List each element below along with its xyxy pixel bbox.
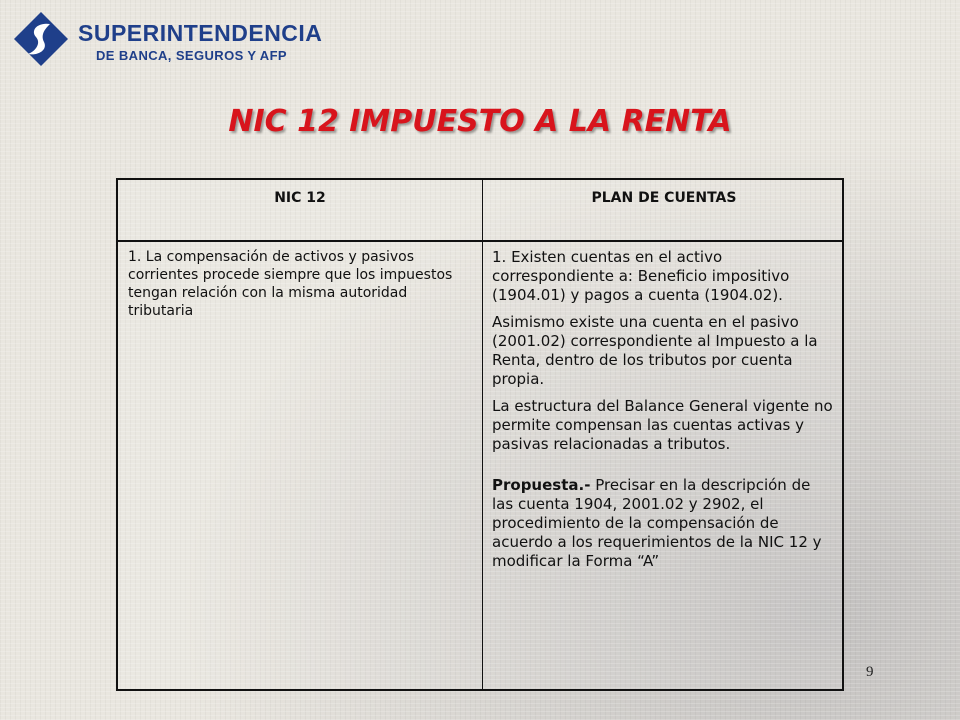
header-nic-12: NIC 12 (274, 190, 326, 206)
sbs-logo (12, 10, 323, 72)
proposal-paragraph (492, 476, 836, 571)
nic-12-text: 1. La compensación de activos y pasivos corrientes procede siempre que los impuestos tengan relación con la misma autoridad tributaria (128, 249, 453, 319)
header-plan-de-cuentas: PLAN DE CUENTAS (591, 190, 737, 206)
table-header-row (118, 180, 842, 242)
table-row (118, 240, 842, 689)
plan-paragraph-1: 1. Existen cuentas en el activo correspondiente a: Beneficio impositivo (1904.01) y pagos a cuenta (1904.02). (492, 248, 790, 304)
page-number: 9 (866, 664, 874, 680)
slide-title: NIC 12 IMPUESTO A LA RENTA (228, 104, 732, 139)
sbs-diamond-logo-icon (12, 10, 70, 68)
plan-paragraph-3: La estructura del Balance General vigente no permite compensan las cuentas activas y pasivas relacionadas a tributos. (492, 397, 833, 453)
logo-title: SUPERINTENDENCIA (78, 20, 323, 46)
plan-paragraph-2: Asimismo existe una cuenta en el pasivo (2001.02) correspondiente al Impuesto a la Renta, dentro de los tributos por cuenta propia. (492, 313, 818, 388)
comparison-table (116, 178, 844, 691)
logo-subtitle: DE BANCA, SEGUROS Y AFP (96, 48, 287, 63)
plan-de-cuentas-cell (492, 248, 836, 579)
proposal-label: Propuesta.- (492, 476, 591, 494)
proposal-text: Precisar en la descripción de las cuenta 1904, 2001.02 y 2902, el procedimiento de la compensación de acuerdo a los requerimientos de la NIC 12 y modificar la Forma “A” (492, 476, 822, 570)
nic-12-cell (128, 248, 476, 328)
